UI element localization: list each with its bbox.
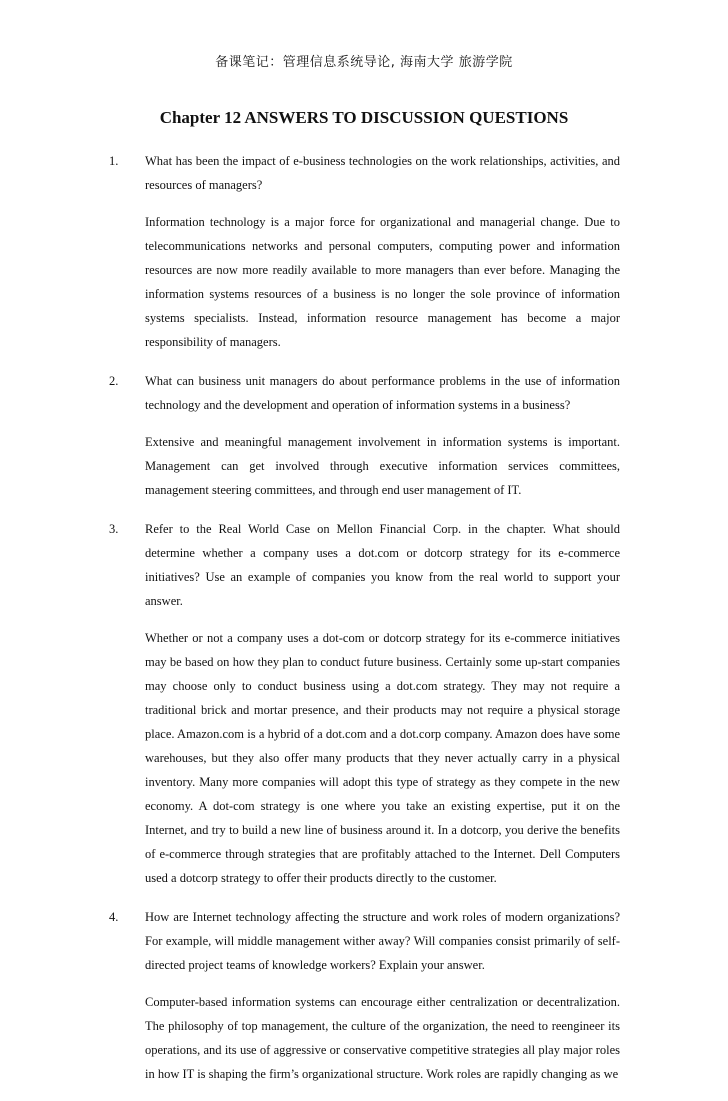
question-number: 1. [109,154,119,168]
question-number: 2. [109,374,119,388]
question-item [110,517,620,890]
question-item [110,149,620,354]
question-item [110,369,620,502]
answer-text: Information technology is a major force for organizational and managerial change. Due to telecommunications networks and personal computers, computing power and information resources are now more readily available to more managers than ever before. Managing the information systems resources of a business is no longer the sole province of information systems specialists. Instead, information resource management has become a major responsibility of managers. [145,215,620,349]
answer-text: Extensive and meaningful management involvement in information systems is important. Management can get involved through executive information services committees, management steering committees, and through end user management of IT. [145,435,620,497]
question-number: 4. [109,910,119,924]
question-text: Refer to the Real World Case on Mellon Financial Corp. in the chapter. What should determine whether a company uses a dot.com or dotcorp strategy for its e-commerce initiatives? Use an example of companies you know from the real world to support your answer. [145,522,620,608]
question-text: How are Internet technology affecting the structure and work roles of modern organizations? For example, will middle management wither away? Will companies consist primarily of self-directed project teams of knowledge workers? Explain your answer. [145,910,620,972]
question-text: What has been the impact of e-business technologies on the work relationships, activities, and resources of managers? [145,154,620,192]
answer-text: Whether or not a company uses a dot-com or dotcorp strategy for its e-commerce initiatives may be based on how they plan to conduct future business. Certainly some up-start companies may choose only to conduct business using a dot.com strategy. They may not require a traditional brick and mortar presence, and their products may not require a physical storage place. Amazon.com is a hybrid of a dot.com and a dot.corp company. Amazon does have some warehouses, but they also offer many products that they never actually carry in a physical inventory. Many more companies will adopt this type of strategy as they compete in the new economy. A dot-com strategy is one where you take an existing expertise, put it on the Internet, and try to build a new line of business around it. In a dotcorp, you derive the benefits of e-commerce through strategies that are profitably attached to the Internet. Dell Computers used a dotcorp strategy to offer their products directly to the customer. [145,631,620,885]
page-header: 备课笔记：管理信息系统导论, 海南大学 旅游学院 [215,55,513,70]
chapter-title: Chapter 12 ANSWERS TO DISCUSSION QUESTIONS [159,108,569,127]
answer-text: Computer-based information systems can encourage either centralization or decentralization. The philosophy of top management, the culture of the organization, the need to reengineer its operations, and its use of aggressive or conservative competitive strategies all play major roles in how IT is shaping the firm’s organizational structure. Work roles are rapidly changing as we [145,995,620,1081]
question-list [110,149,620,1101]
question-item [110,905,620,1086]
question-number: 3. [109,522,119,536]
question-text: What can business unit managers do about performance problems in the use of information technology and the development and operation of information systems in a business? [145,374,620,412]
